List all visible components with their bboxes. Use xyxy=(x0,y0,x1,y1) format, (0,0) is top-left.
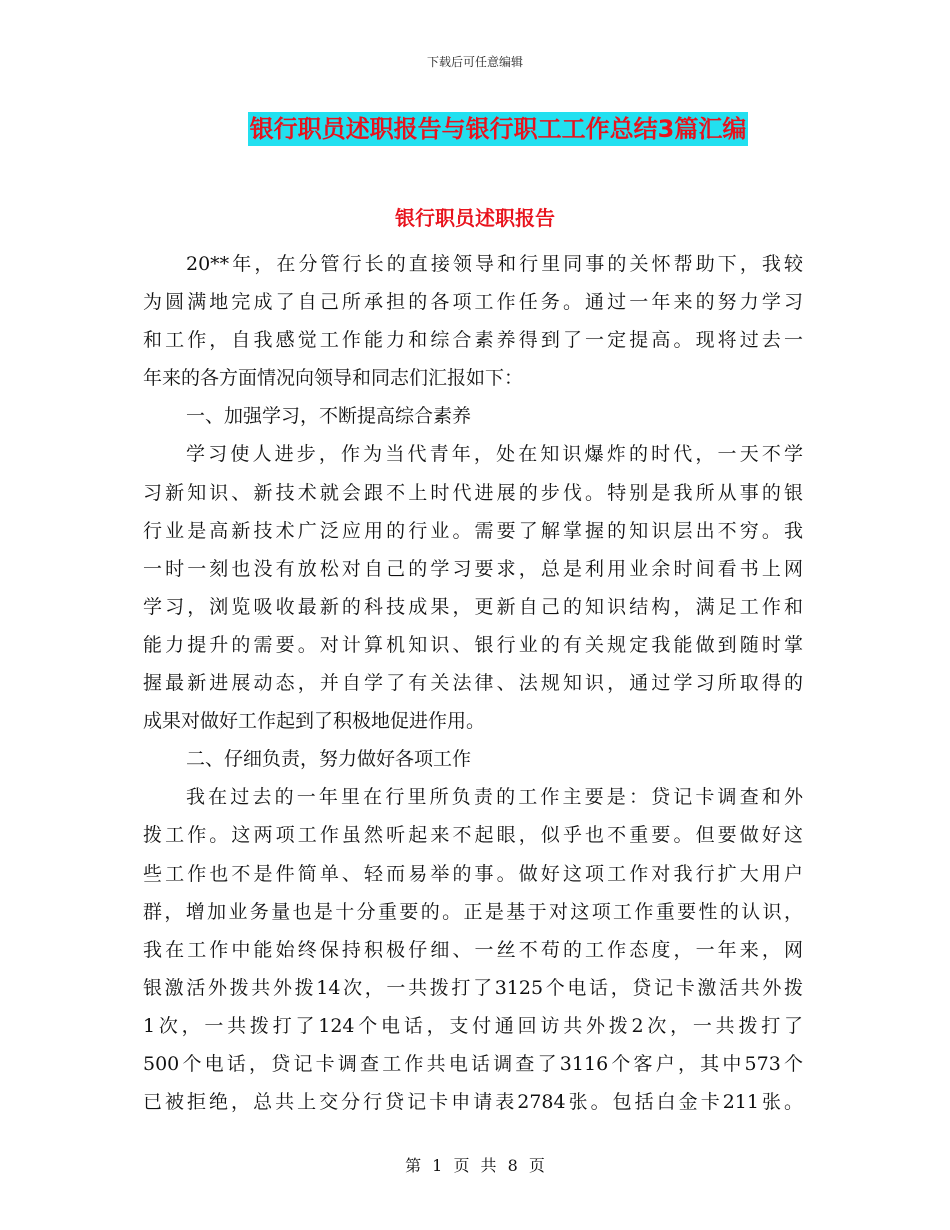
body-line: 已被拒绝，总共上交分行贷记卡申请表2784张。包括白金卡211张。 xyxy=(143,1091,803,1114)
body-line: 一时一刻也没有放松对自己的学习要求，总是利用业余时间看书上网 xyxy=(143,557,803,580)
page-number-footer: 第 1 页 共 8 页 xyxy=(405,1156,545,1175)
body-line: 习新知识、新技术就会跟不上时代进展的步伐。特别是我所从事的银 xyxy=(143,481,803,504)
body-line: 群，增加业务量也是十分重要的。正是基于对这项工作重要性的认识， xyxy=(143,900,803,923)
body-line: 行业是高新技术广泛应用的行业。需要了解掌握的知识层出不穷。我 xyxy=(143,519,803,542)
body-line: 年来的各方面情况向领导和同志们汇报如下： xyxy=(143,367,524,390)
body-line: 成果对做好工作起到了积极地促进作用。 xyxy=(143,710,486,733)
body-line: 为圆满地完成了自己所承担的各项工作任务。通过一年来的努力学习 xyxy=(143,291,803,314)
body-line: 学习使人进步，作为当代青年，处在知识爆炸的时代，一天不学 xyxy=(186,443,803,466)
body-line: 些工作也不是件简单、轻而易举的事。做好这项工作对我行扩大用户 xyxy=(143,862,803,885)
subheading-line: 一、加强学习，不断提高综合素养 xyxy=(186,405,472,428)
body-line: 握最新进展动态，并自学了有关法律、法规知识，通过学习所取得的 xyxy=(143,672,803,695)
document-title-container xyxy=(0,112,950,146)
body-line: 学习，浏览吸收最新的科技成果，更新自己的知识结构，满足工作和 xyxy=(143,595,803,618)
body-line: 能力提升的需要。对计算机知识、银行业的有关规定我能做到随时掌 xyxy=(143,633,803,656)
body-line: 银激活外拨共外拨14次，一共拨打了3125个电话，贷记卡激活共外拨 xyxy=(143,976,803,999)
subheading-line: 二、仔细负责，努力做好各项工作 xyxy=(186,748,472,771)
body-line: 20**年，在分管行长的直接领导和行里同事的关怀帮助下，我较 xyxy=(186,253,803,275)
document-title: 银行职员述职报告与银行职工工作总结3篇汇编 xyxy=(248,112,749,146)
body-line: 我在工作中能始终保持积极仔细、一丝不苟的工作态度，一年来，网 xyxy=(143,938,803,961)
body-line: 500个电话，贷记卡调查工作共电话调查了3116个客户，其中573个 xyxy=(143,1052,803,1075)
body-line: 1次，一共拨打了124个电话，支付通回访共外拨2次，一共拨打了 xyxy=(143,1014,803,1037)
body-line: 我在过去的一年里在行里所负责的工作主要是：贷记卡调查和外 xyxy=(186,786,803,809)
body-line: 和工作，自我感觉工作能力和综合素养得到了一定提高。现将过去一 xyxy=(143,329,803,352)
section-title: 银行职员述职报告 xyxy=(395,206,555,230)
page-header-note: 下载后可任意编辑 xyxy=(426,55,523,69)
document-body xyxy=(143,245,803,1121)
body-line: 拨工作。这两项工作虽然听起来不起眼，似乎也不重要。但要做好这 xyxy=(143,824,803,847)
